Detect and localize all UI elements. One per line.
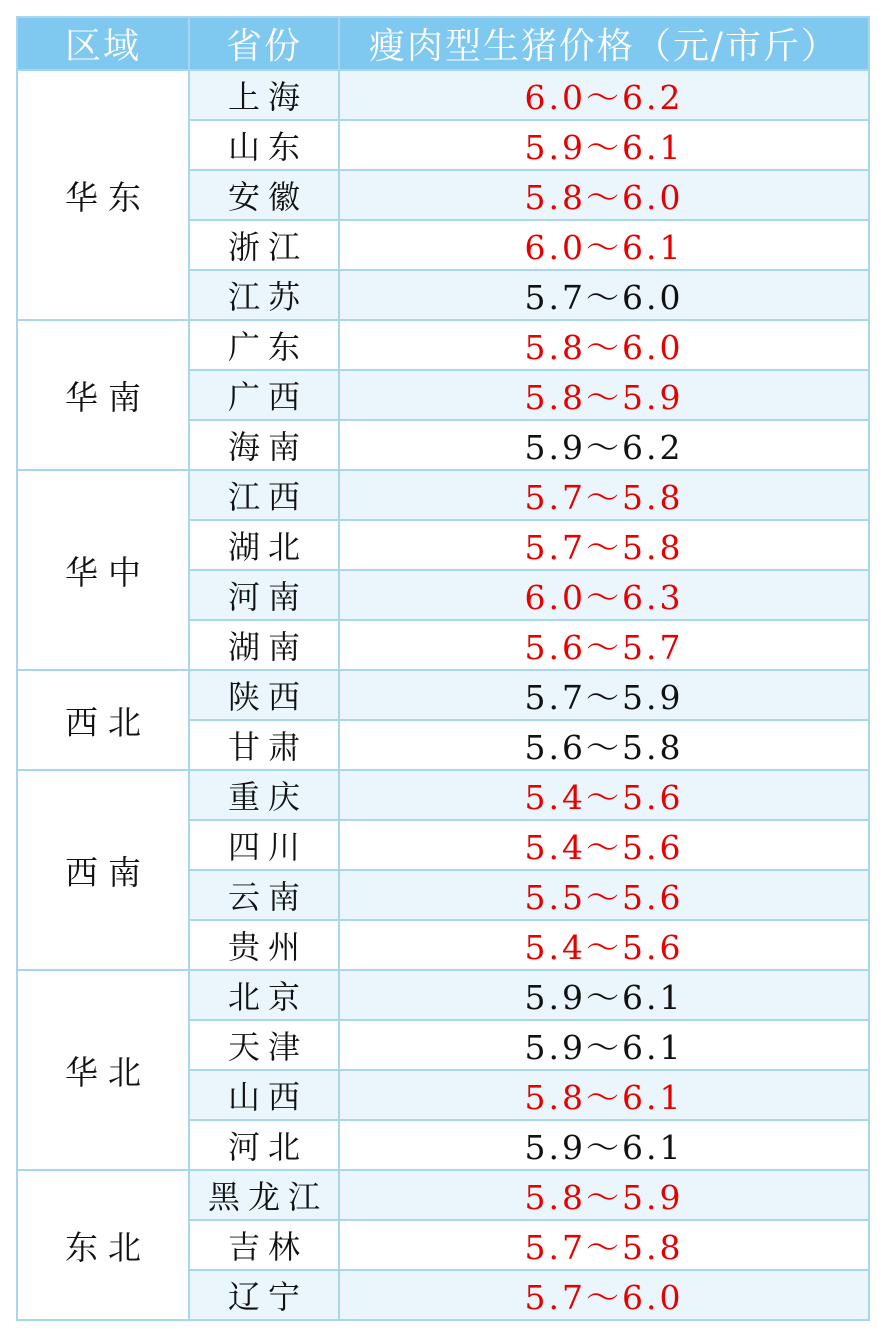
province-cell: 重庆 <box>189 770 339 820</box>
province-cell: 甘肃 <box>189 720 339 770</box>
region-cell: 华北 <box>17 970 189 1170</box>
price-cell: 5.7～6.0 <box>339 1270 869 1320</box>
price-cell: 6.0～6.2 <box>339 70 869 120</box>
price-cell: 5.7～5.9 <box>339 670 869 720</box>
table-row <box>17 470 869 520</box>
price-cell: 6.0～6.1 <box>339 220 869 270</box>
province-cell: 江苏 <box>189 270 339 320</box>
region-cell: 华东 <box>17 70 189 320</box>
region-cell: 华中 <box>17 470 189 670</box>
price-cell: 5.7～5.8 <box>339 470 869 520</box>
price-cell: 5.4～5.6 <box>339 770 869 820</box>
province-cell: 河北 <box>189 1120 339 1170</box>
price-cell: 5.6～5.8 <box>339 720 869 770</box>
region-cell: 东北 <box>17 1170 189 1320</box>
province-cell: 北京 <box>189 970 339 1020</box>
price-cell: 5.4～5.6 <box>339 820 869 870</box>
table-row <box>17 70 869 120</box>
province-cell: 上海 <box>189 70 339 120</box>
table-row <box>17 320 869 370</box>
header-province: 省份 <box>189 17 339 70</box>
price-cell: 5.7～5.8 <box>339 1220 869 1270</box>
province-cell: 山西 <box>189 1070 339 1120</box>
price-cell: 5.8～6.0 <box>339 320 869 370</box>
province-cell: 广东 <box>189 320 339 370</box>
province-cell: 湖南 <box>189 620 339 670</box>
province-cell: 吉林 <box>189 1220 339 1270</box>
province-cell: 海南 <box>189 420 339 470</box>
province-cell: 江西 <box>189 470 339 520</box>
price-cell: 5.7～6.0 <box>339 270 869 320</box>
province-cell: 辽宁 <box>189 1270 339 1320</box>
region-cell: 华南 <box>17 320 189 470</box>
province-cell: 安徽 <box>189 170 339 220</box>
header-row <box>17 17 869 70</box>
price-cell: 5.5～5.6 <box>339 870 869 920</box>
table-row <box>17 670 869 720</box>
price-cell: 5.9～6.1 <box>339 1120 869 1170</box>
province-cell: 四川 <box>189 820 339 870</box>
price-cell: 5.9～6.2 <box>339 420 869 470</box>
price-cell: 5.6～5.7 <box>339 620 869 670</box>
price-cell: 6.0～6.3 <box>339 570 869 620</box>
province-cell: 贵州 <box>189 920 339 970</box>
province-cell: 山东 <box>189 120 339 170</box>
region-cell: 西南 <box>17 770 189 970</box>
header-region: 区域 <box>17 17 189 70</box>
price-cell: 5.9～6.1 <box>339 970 869 1020</box>
header-price: 瘦肉型生猪价格（元/市斤） <box>339 17 869 70</box>
province-cell: 云南 <box>189 870 339 920</box>
table-body <box>17 70 869 1320</box>
province-cell: 陕西 <box>189 670 339 720</box>
price-cell: 5.7～5.8 <box>339 520 869 570</box>
table-header <box>17 17 869 70</box>
price-cell: 5.9～6.1 <box>339 1020 869 1070</box>
price-cell: 5.8～6.0 <box>339 170 869 220</box>
province-cell: 天津 <box>189 1020 339 1070</box>
table-row <box>17 970 869 1020</box>
table-row <box>17 770 869 820</box>
price-cell: 5.4～5.6 <box>339 920 869 970</box>
price-cell: 5.8～5.9 <box>339 370 869 420</box>
province-cell: 浙江 <box>189 220 339 270</box>
region-cell: 西北 <box>17 670 189 770</box>
province-cell: 湖北 <box>189 520 339 570</box>
price-cell: 5.8～5.9 <box>339 1170 869 1220</box>
pig-price-table <box>16 16 870 1321</box>
price-cell: 5.8～6.1 <box>339 1070 869 1120</box>
table-row <box>17 1170 869 1220</box>
province-cell: 广西 <box>189 370 339 420</box>
price-cell: 5.9～6.1 <box>339 120 869 170</box>
province-cell: 河南 <box>189 570 339 620</box>
province-cell: 黑龙江 <box>189 1170 339 1220</box>
